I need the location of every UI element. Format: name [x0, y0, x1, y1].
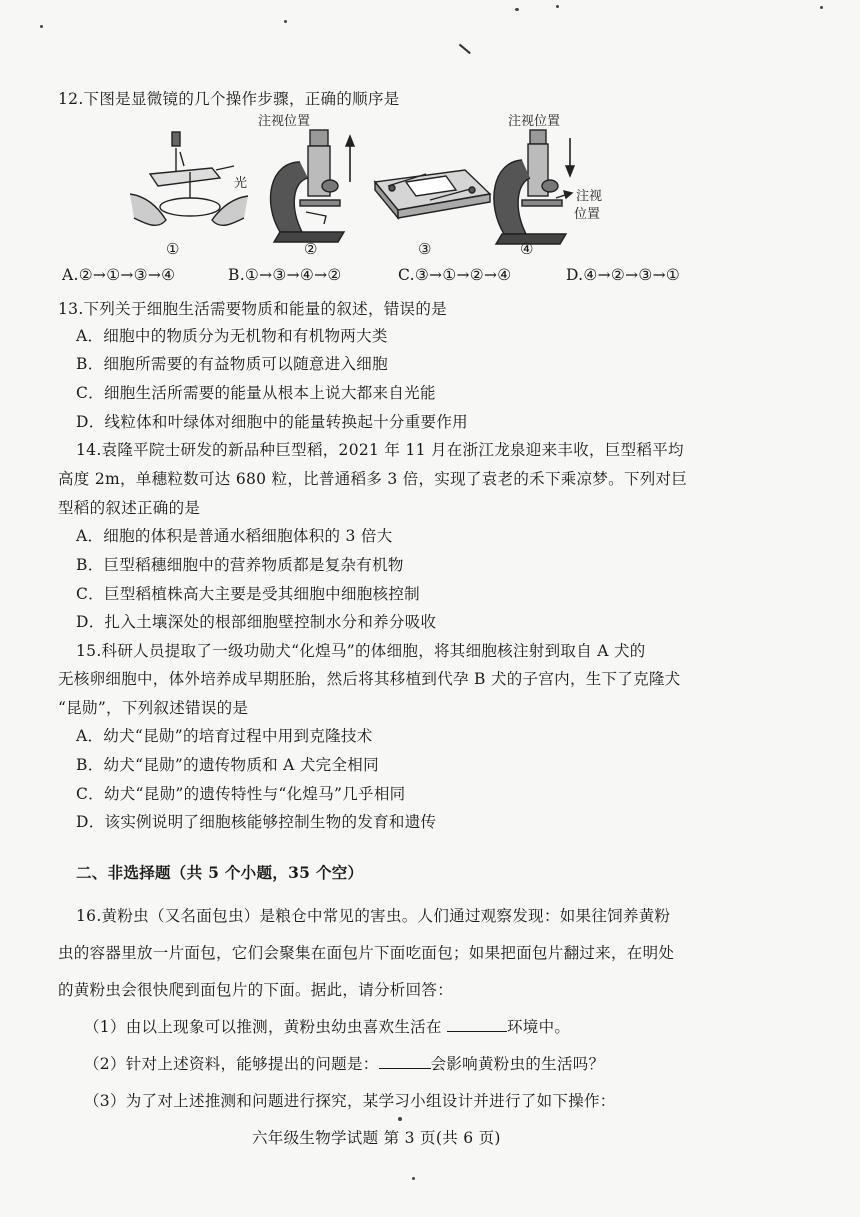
scan-speck: [556, 5, 559, 8]
q14-option-a: A．细胞的体积是普通水稻细胞体积的 3 倍大: [76, 527, 393, 545]
step4-drawing: [494, 130, 574, 244]
q16-stem-line-2: 虫的容器里放一片面包，它们会聚集在面包片下面吃面包；如果把面包片翻过来，在明处: [58, 944, 675, 962]
scan-speck: [515, 8, 519, 11]
q14-stem-line-1: 14.袁隆平院士研发的新品种巨型稻，2021 年 11 月在浙江龙泉迎来丰收，巨型稻平均: [76, 441, 684, 459]
q12-option-a: A.②→①→③→④: [62, 266, 176, 284]
q15-stem-line-1: 15.科研人员提取了一级功勋犬“化煌马”的体细胞，将其细胞核注射到取自 A 犬的: [76, 642, 646, 660]
q16-subquestion-3: （3）为了对上述推测和问题进行探究，某学习小组设计并进行了如下操作：: [84, 1092, 616, 1110]
microscope-steps-figure: [130, 112, 630, 267]
figure-label-watch-position-top: 注视位置: [258, 114, 311, 129]
q13-option-c: C．细胞生活所需要的能量从根本上说大都来自光能: [76, 384, 436, 402]
q16-stem-line-3: 的黄粉虫会很快爬到面包片的下面。据此，请分析回答：: [58, 981, 454, 999]
q15-stem-line-2: 无核卵细胞中，体外培养成早期胚胎，然后将其移植到代孕 B 犬的子宫内，生下了克隆犬: [58, 670, 681, 688]
step-number-3: ③: [418, 240, 432, 258]
scan-speck: [398, 1117, 402, 1121]
microscope-steps-drawing: [130, 112, 630, 267]
q12-stem: 12.下图是显微镜的几个操作步骤，正确的顺序是: [58, 90, 400, 108]
step3-drawing: [375, 170, 490, 218]
q14-option-c: C．巨型稻植株高大主要是受其细胞中细胞核控制: [76, 585, 420, 603]
scan-speck: [284, 20, 287, 23]
q15-option-a: A．幼犬“昆勋”的培育过程中用到克隆技术: [76, 727, 373, 745]
q13-option-b: B．细胞所需要的有益物质可以随意进入细胞: [76, 355, 388, 373]
q12-option-b: B.①→③→④→②: [228, 266, 342, 284]
figure-label-light: 光: [234, 176, 248, 191]
step2-drawing: [270, 130, 354, 242]
figure-label-watch-position-top-2: 注视位置: [508, 114, 561, 129]
q15-stem-line-3: “昆勋”，下列叙述错误的是: [58, 699, 249, 717]
q16-sub1-text-before: （1）由以上现象可以推测，黄粉虫幼虫喜欢生活在: [84, 1018, 447, 1036]
q15-option-d: D．该实例说明了细胞核能够控制生物的发育和遗传: [76, 813, 437, 831]
q16-sub2-answer-blank[interactable]: [379, 1054, 431, 1069]
q13-option-a: A．细胞中的物质分为无机物和有机物两大类: [76, 327, 388, 345]
q14-option-b: B．巨型稻穗细胞中的营养物质都是复杂有机物: [76, 556, 404, 574]
q14-option-d: D．扎入土壤深处的根部细胞壁控制水分和养分吸收: [76, 613, 437, 631]
scan-speck: [412, 1177, 415, 1180]
q16-stem-line-1: 16.黄粉虫（又名面包虫）是粮仓中常见的害虫。人们通过观察发现：如果往饲养黄粉: [76, 907, 671, 925]
scan-mark: [459, 44, 471, 54]
q16-subquestion-1: [84, 1015, 570, 1037]
q14-stem-line-3: 型稻的叙述正确的是: [58, 499, 201, 517]
scan-speck: [40, 25, 43, 28]
q12-option-d: D.④→②→③→①: [566, 266, 681, 284]
figure-label-watch-right-2: 位置: [574, 207, 601, 222]
q15-option-b: B．幼犬“昆勋”的遗传物质和 A 犬完全相同: [76, 756, 379, 774]
page-footer: 六年级生物学试题 第 3 页(共 6 页): [252, 1129, 501, 1147]
q16-sub1-text-after: 环境中。: [507, 1018, 571, 1036]
step-number-2: ②: [304, 240, 318, 258]
scan-speck: [820, 6, 823, 9]
q16-sub2-text-after: 会影响黄粉虫的生活吗？: [430, 1055, 605, 1073]
q14-stem-line-2: 高度 2m，单穗粒数可达 680 粒，比普通稻多 3 倍，实现了袁老的禾下乘凉梦。下列对巨: [58, 470, 688, 488]
step-number-4: ④: [520, 240, 534, 258]
q16-sub1-answer-blank[interactable]: [447, 1017, 507, 1032]
q16-sub2-text-before: （2）针对上述资料，能够提出的问题是：: [84, 1055, 379, 1073]
q15-option-c: C．幼犬“昆勋”的遗传特性与“化煌马”几乎相同: [76, 785, 406, 803]
q13-option-d: D．线粒体和叶绿体对细胞中的能量转换起十分重要作用: [76, 413, 468, 431]
step1-drawing: [130, 132, 248, 225]
step-number-1: ①: [166, 240, 180, 258]
q16-subquestion-2: [84, 1052, 604, 1074]
q13-stem: 13.下列关于细胞生活需要物质和能量的叙述，错误的是: [58, 300, 447, 318]
section-2-title: 二、非选择题（共 5 个小题，35 个空）: [76, 863, 364, 882]
figure-label-watch-right-1: 注视: [576, 189, 603, 204]
q12-option-c: C.③→①→②→④: [398, 266, 512, 284]
